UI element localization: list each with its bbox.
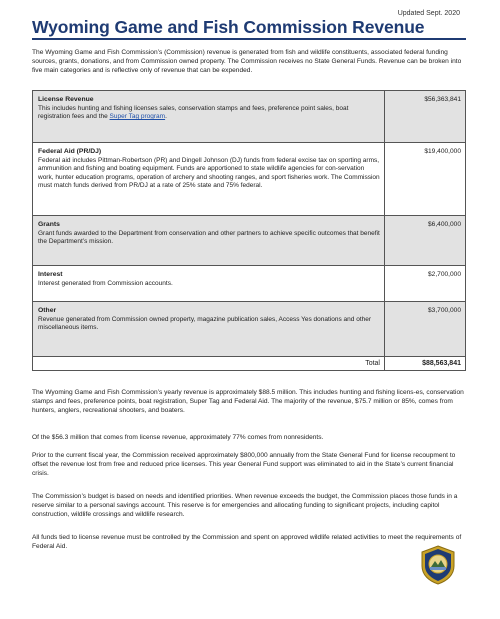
super-tag-program-link[interactable]: Super Tag program: [109, 113, 166, 121]
revenue-amount: $19,400,000: [424, 148, 461, 155]
summary-paragraph-revenue: The Wyoming Game and Fish Commission’s yearly revenue is approximately $88.5 million. This includes hunting and fishing licens-es, conservation stamps and fees, preference points, boat registration, Super Tag and Federal Aid. The majority of the revenue, $75.7 million or 85%, comes from hunters, anglers, recreational shooters, and boaters.: [32, 389, 464, 415]
revenue-category-name: Grants: [38, 221, 60, 228]
revenue-category-name: Federal Aid (PR/DJ): [38, 148, 102, 155]
revenue-description-cell: [33, 216, 385, 265]
revenue-description-cell: [33, 143, 385, 215]
revenue-table: [32, 90, 466, 371]
total-amount: $88,563,841: [422, 360, 461, 367]
revenue-category-name: Other: [38, 307, 57, 314]
revenue-category-name: Interest: [38, 271, 63, 278]
intro-paragraph: The Wyoming Game and Fish Commission’s (Commission) revenue is generated from fish and wildlife constituents, associated federal funding sources, grants, donations, and from Commission owned property. The Commission receives no State General Funds. Revenue can be broken into five main categories and is reflective only of revenue that can be expended.: [32, 49, 462, 75]
revenue-row-grants: [33, 216, 465, 266]
revenue-row-license: [33, 91, 465, 143]
revenue-row-interest: [33, 266, 465, 302]
revenue-amount: $56,363,841: [424, 96, 461, 103]
updated-date: Updated Sept. 2020: [397, 10, 460, 17]
total-label: Total: [33, 357, 385, 370]
revenue-description: Federal aid includes Pittman-Robertson (PR) and Dingell Johnson (DJ) funds from federal excise tax on sporting arms, ammunition and fishing and boating equipment. Funds are apportioned to state wildlife agencies for con-servation work, hunter education programs, operation of archery and shooting ranges, and sport fisheries work. The Commission must match funds derived from PR/DJ at a rate of 25% state and 75% federal.: [38, 156, 380, 190]
summary-paragraph-federal-aid: All funds tied to license revenue must be controlled by the Commission and spent on approved wildlife related activities to meet the requirements of Federal Aid.: [32, 534, 462, 551]
page-title: Wyoming Game and Fish Commission Revenue: [32, 17, 425, 37]
wyoming-game-and-fish-seal-icon: [417, 544, 459, 586]
revenue-category-name: License Revenue: [38, 96, 94, 103]
revenue-row-federal-aid: [33, 143, 465, 216]
revenue-description-cell: [33, 266, 385, 301]
revenue-description: Revenue generated from Commission owned property, magazine publication sales, Access Yes donations and other miscellaneous items.: [38, 315, 372, 332]
revenue-total-row: [33, 357, 465, 370]
revenue-amount: $3,700,000: [427, 307, 461, 314]
revenue-description: Interest generated from Commission accounts.: [38, 279, 173, 287]
summary-paragraph-general-fund: Prior to the current fiscal year, the Commission received approximately $800,000 annually from the State General Fund for license recoupment to offset the revenue lost from free and reduced price licenses. This year General Fund support was eliminated to aid in the State’s current financial crisis.: [32, 452, 456, 478]
revenue-description: Grant funds awarded to the Department from conservation and other partners to achieve specific outcomes that benefit the Department’s mission.: [38, 229, 380, 246]
title-underline: [32, 38, 466, 40]
revenue-amount: $6,400,000: [427, 221, 461, 228]
revenue-row-other: [33, 302, 465, 357]
revenue-amount: $2,700,000: [427, 271, 461, 278]
summary-paragraph-budget: The Commission’s budget is based on needs and identified priorities. When revenue exceeds the budget, the Commission places those funds in a reserve similar to a personal savings account. This reserve is for emergencies and allocating funding to significant projects, including capitol construction, wildlife crossings and wildlife research.: [32, 493, 458, 519]
revenue-description-cell: [33, 91, 385, 142]
revenue-description: This includes hunting and fishing licenses sales, conservation stamps and fees, preference point sales, boat registration fees and the: [38, 104, 349, 121]
revenue-description-end: .: [165, 113, 167, 121]
revenue-description-cell: [33, 302, 385, 356]
summary-paragraph-nonresidents: Of the $56.3 million that comes from license revenue, approximately 77% comes from nonresidents.: [32, 434, 324, 441]
